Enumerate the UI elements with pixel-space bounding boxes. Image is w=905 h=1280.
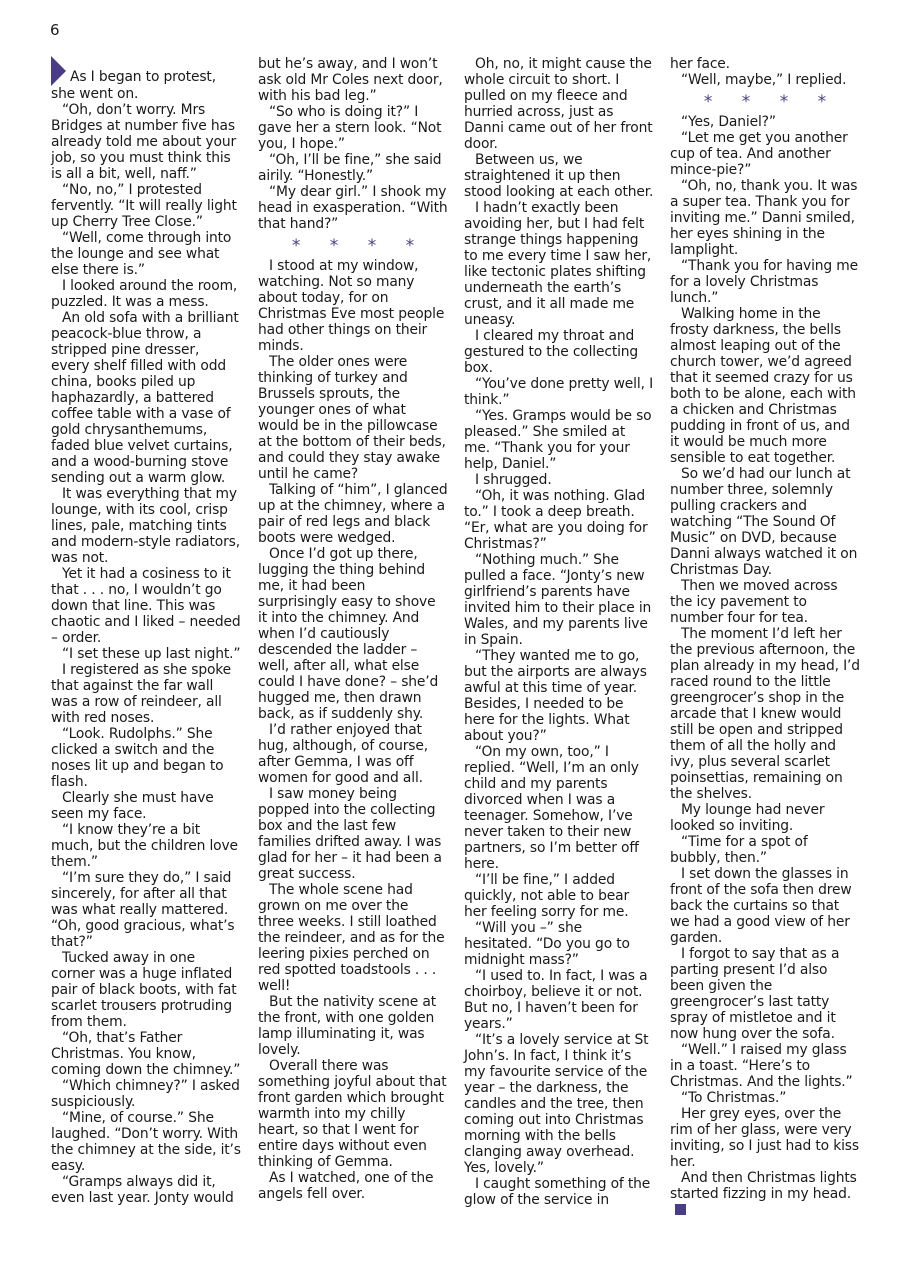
paragraph: “They wanted me to go, but the airports are always awful at this time of year. Besides, I needed to be here for the lights. What about you?” bbox=[464, 648, 647, 744]
paragraph: Between us, we straightened it up then stood looking at each other. bbox=[464, 152, 654, 200]
paragraph: And then Christmas lights started fizzing in my head. bbox=[670, 1170, 860, 1218]
text-column-1 bbox=[51, 56, 241, 1206]
paragraph: “It’s a lovely service at St John’s. In fact, I think it’s my favourite service of the year – the darkness, the candles and the tree, then coming out into Christmas morning with the bells clanging away overhead. Yes, lovely.” bbox=[464, 1032, 649, 1176]
page-number: 6 bbox=[50, 21, 60, 39]
paragraph: “So who is doing it?” I gave her a stern look. “Not you, I hope.” bbox=[258, 104, 442, 152]
paragraph: My lounge had never looked so inviting. bbox=[670, 802, 825, 834]
paragraph: I forgot to say that as a parting present I’d also been given the greengrocer’s last tatty spray of mistletoe and it now hung over the sofa. bbox=[670, 946, 840, 1042]
paragraph: The older ones were thinking of turkey and Brussels sprouts, the younger ones of what would be in the pillowcase at the bottom of their beds, and could they stay awake until he came? bbox=[258, 354, 446, 482]
paragraph: “Oh, no, thank you. It was a super tea. Thank you for inviting me.” Danni smiled, her eyes shining in the lamplight. bbox=[670, 178, 858, 258]
paragraph: I stood at my window, watching. Not so many about today, for on Christmas Eve most people had other things on their minds. bbox=[258, 258, 445, 354]
paragraph: Once I’d got up there, lugging the thing behind me, it had been surprisingly easy to shove it into the chimney. And when I’d cautiously descended the ladder – well, after all, what else could I have done? – she’d hugged me, then drawn back, as if suddenly shy. bbox=[258, 546, 439, 722]
paragraph: “I know they’re a bit much, but the children love them.” bbox=[51, 822, 238, 870]
paragraph: “You’ve done pretty well, I think.” bbox=[464, 376, 653, 408]
paragraph: The moment I’d left her the previous afternoon, the plan already in my head, I’d raced round to the little greengrocer’s shop in the arcade that I knew would still be open and stripped them of all the holly and ivy, plus several scarlet poinsettias, remaining on the shelves. bbox=[670, 626, 860, 802]
paragraph: Tucked away in one corner was a huge inflated pair of black boots, with fat scarlet trousers protruding from them. bbox=[51, 950, 237, 1030]
paragraph: So we’d had our lunch at number three, solemnly pulling crackers and watching “The Sound Of Music” on DVD, because Danni always watched it on Christmas Day. bbox=[670, 466, 858, 578]
paragraph: “Mine, of course.” She laughed. “Don’t worry. With the chimney at the side, it’s easy. bbox=[51, 1110, 241, 1174]
text-column-2 bbox=[258, 56, 448, 1202]
paragraph: An old sofa with a brilliant peacock-blue throw, a stripped pine dresser, every shelf filled with odd china, books piled up haphazardly, a battered coffee table with a vase of gold chrysanthemums, faded blue velvet curtains, and a wood-burning stove sending out a warm glow. bbox=[51, 310, 239, 486]
paragraph: “Oh, don’t worry. Mrs Bridges at number five has already told me about your job, so you must think this is all a bit, well, naff.” bbox=[51, 102, 237, 182]
paragraph: “Look. Rudolphs.” She clicked a switch and the noses lit up and began to flash. bbox=[51, 726, 224, 790]
paragraph: her face. bbox=[670, 56, 730, 72]
paragraph: I’d rather enjoyed that hug, although, of course, after Gemma, I was off women for good and all. bbox=[258, 722, 428, 786]
paragraph: Overall there was something joyful about that front garden which brought warmth into my chilly heart, so that I went for entire days without even thinking of Gemma. bbox=[258, 1058, 447, 1170]
paragraph: “Well, come through into the lounge and see what else there is.” bbox=[51, 230, 232, 278]
text-column-3 bbox=[464, 56, 654, 1208]
paragraph: The whole scene had grown on me over the three weeks. I still loathed the reindeer, and as for the leering pixies perched on red spotted toadstools . . . well! bbox=[258, 882, 445, 994]
paragraph: As I watched, one of the angels fell over. bbox=[258, 1170, 434, 1202]
paragraph: “Gramps always did it, even last year. Jonty would bbox=[51, 1174, 234, 1206]
paragraph: I caught something of the glow of the service in bbox=[464, 1176, 651, 1208]
paragraph: It was everything that my lounge, with its cool, crisp lines, pale, matching tints and modern-style radiators, was not. bbox=[51, 486, 240, 566]
section-break: * * * * bbox=[291, 236, 427, 256]
paragraph: “Thank you for having me for a lovely Christmas lunch.” bbox=[670, 258, 859, 306]
paragraph: “Well.” I raised my glass in a toast. “Here’s to Christmas. And the lights.” bbox=[670, 1042, 853, 1090]
paragraph: Talking of “him”, I glanced up at the chimney, where a pair of red legs and black boots were wedged. bbox=[258, 482, 448, 546]
paragraph: Then we moved across the icy pavement to number four for tea. bbox=[670, 578, 838, 626]
paragraph: As I began to protest, she went on. bbox=[51, 56, 241, 102]
paragraph: Clearly she must have seen my face. bbox=[51, 790, 214, 822]
text-column-4 bbox=[670, 56, 860, 1218]
paragraph: “I set these up last night.” bbox=[62, 646, 241, 662]
paragraph: “Oh, it was nothing. Glad to.” I took a deep breath. “Er, what are you doing for Christmas?” bbox=[464, 488, 648, 552]
square-icon bbox=[675, 1204, 686, 1215]
paragraph: I registered as she spoke that against the far wall was a row of reindeer, all with red noses. bbox=[51, 662, 232, 726]
paragraph: “Yes, Daniel?” bbox=[681, 114, 776, 130]
paragraph: “On my own, too,” I replied. “Well, I’m an only child and my parents divorced when I was a teenager. Somehow, I’ve never taken to their new partners, so I’m better off here. bbox=[464, 744, 639, 872]
paragraph: I hadn’t exactly been avoiding her, but I had felt strange things happening to me every time I saw her, like tectonic plates shifting underneath the earth’s crust, and it all made me uneasy. bbox=[464, 200, 652, 328]
paragraph: I shrugged. bbox=[475, 472, 552, 488]
paragraph: But the nativity scene at the front, with one golden lamp illuminating it, was lovely. bbox=[258, 994, 437, 1058]
paragraph: I looked around the room, puzzled. It was a mess. bbox=[51, 278, 238, 310]
paragraph: “Will you –” she hesitated. “Do you go to midnight mass?” bbox=[464, 920, 630, 968]
paragraph: “I’ll be fine,” I added quickly, not able to bear her feeling sorry for me. bbox=[464, 872, 630, 920]
paragraph: Yet it had a cosiness to it that . . . no, I wouldn’t go down that line. This was chaotic and I liked – needed – order. bbox=[51, 566, 241, 646]
paragraph: “To Christmas.” bbox=[681, 1090, 787, 1106]
paragraph: “I’m sure they do,” I said sincerely, for after all that was what really mattered. “Oh, good gracious, what’s that?” bbox=[51, 870, 235, 950]
paragraph: Her grey eyes, over the rim of her glass, were very inviting, so I just had to kiss her. bbox=[670, 1106, 859, 1170]
paragraph: but he’s away, and I won’t ask old Mr Coles next door, with his bad leg.” bbox=[258, 56, 443, 104]
paragraph: “No, no,” I protested fervently. “It will really light up Cherry Tree Close.” bbox=[51, 182, 237, 230]
triangle-icon bbox=[51, 56, 66, 86]
paragraph: I saw money being popped into the collecting box and the last few families drifted away. I was glad for her – it had been a great success. bbox=[258, 786, 442, 882]
paragraph: “I used to. In fact, I was a choirboy, believe it or not. But no, I haven’t been for years.” bbox=[464, 968, 648, 1032]
paragraph: “Well, maybe,” I replied. bbox=[681, 72, 847, 88]
paragraph: “Which chimney?” I asked suspiciously. bbox=[51, 1078, 240, 1110]
paragraph: “Oh, that’s Father Christmas. You know, coming down the chimney.” bbox=[51, 1030, 241, 1078]
paragraph: I cleared my throat and gestured to the collecting box. bbox=[464, 328, 639, 376]
paragraph: “Yes. Gramps would be so pleased.” She smiled at me. “Thank you for your help, Daniel.” bbox=[464, 408, 652, 472]
paragraph: “Let me get you another cup of tea. And another mince-pie?” bbox=[670, 130, 848, 178]
paragraph: Oh, no, it might cause the whole circuit to short. I pulled on my fleece and hurried across, just as Danni came out of her front door. bbox=[464, 56, 653, 152]
paragraph: Walking home in the frosty darkness, the bells almost leaping out of the church tower, we’d agreed that it seemed crazy for us both to be alone, each with a chicken and Christmas pudding in front of us, and it would be much more sensible to eat together. bbox=[670, 306, 856, 466]
paragraph: I set down the glasses in front of the sofa then drew back the curtains so that we had a good view of her garden. bbox=[670, 866, 852, 946]
section-break: * * * * bbox=[703, 92, 839, 112]
paragraph: “Oh, I’ll be fine,” she said airily. “Honestly.” bbox=[258, 152, 442, 184]
paragraph: “Time for a spot of bubbly, then.” bbox=[670, 834, 808, 866]
paragraph: “Nothing much.” She pulled a face. “Jonty’s new girlfriend’s parents have invited him to their place in Wales, and my parents live in Spain. bbox=[464, 552, 652, 648]
paragraph: “My dear girl.” I shook my head in exasperation. “With that hand?” bbox=[258, 184, 448, 232]
